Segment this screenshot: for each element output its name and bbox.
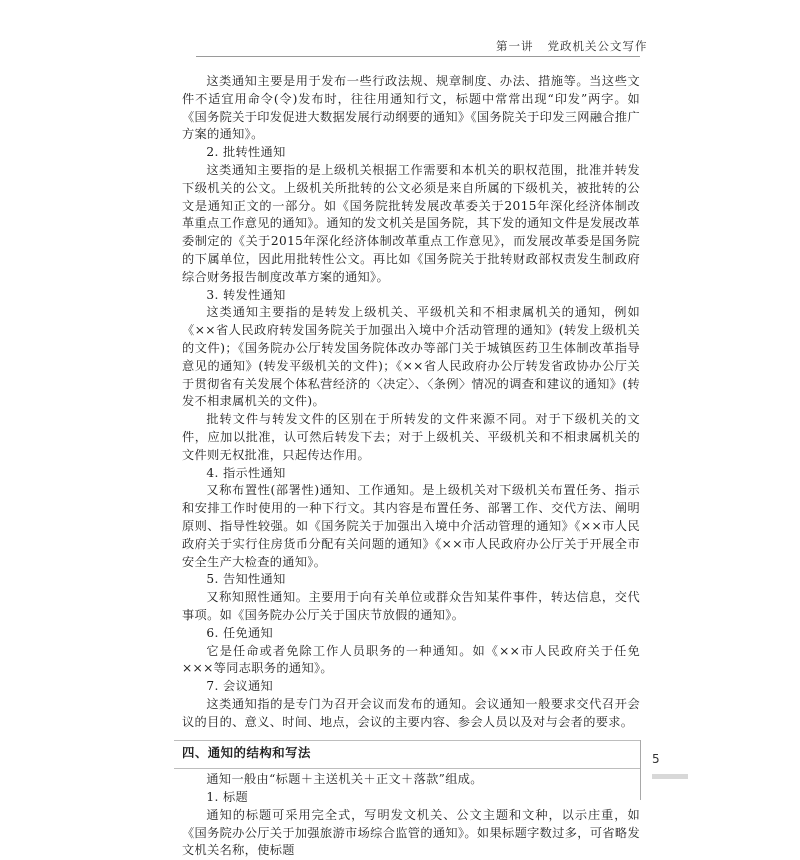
subheading: 1. 标题 [206, 790, 249, 805]
header-rule [196, 56, 640, 57]
paragraph: 通知一般由“标题＋主送机关＋正文＋落款”组成。 [206, 772, 483, 787]
paragraph: 通知的标题可采用完全式，写明发文机关、公文主题和文种，以示庄重，如《国务院办公厅关于加强旅游市场综合监管的通知》。如果标题字数过多，可省略发文机关名称，使标题 [182, 807, 640, 858]
running-header [496, 38, 648, 54]
page-corner-bar [652, 774, 688, 779]
page-body [182, 73, 640, 860]
paragraph: 又称布置性(部署性)通知、工作通知。是上级机关对下级机关布置任务、指示和安排工作时使用的一种下行文。其内容是布置任务、部署工作、交代方法、阐明原则、指导性较强。如《国务院关于加强出入境中介活动管理的通知》《××市人民政府关于实行住房货币分配有关问题的通知》《××市人民政府办公厅关于开展全市安全生产大检查的通知》。 [182, 483, 640, 569]
margin-rule [640, 740, 641, 800]
subheading: 7. 会议通知 [206, 679, 274, 694]
paragraph: 这类通知主要指的是转发上级机关、平级机关和不相隶属机关的通知，例如《××省人民政府转发国务院关于加强出入境中介活动管理的通知》(转发上级机关的文件)；《国务院办公厅转发国务院体改办等部门关于城镇医药卫生体制改革指导意见的通知》(转发平级机关的文件)；《××省人民政府办公厅转发省政协办公厅关于贯彻省有关发展个体私营经济的〈决定〉、〈条例〉情况的调查和建议的通知》(转发不相隶属机关的文件)。 [182, 305, 640, 409]
subheading: 5. 告知性通知 [206, 572, 286, 587]
paragraph: 批转文件与转发文件的区别在于所转发的文件来源不同。对于下级机关的文件，应加以批准，认可然后转发下去；对于上级机关、平级机关和不相隶属机关的文件则无权批准，只起传达作用。 [182, 412, 640, 462]
paragraph: 这类通知指的是专门为召开会议而发布的通知。会议通知一般要求交代召开会议的目的、意义、时间、地点，会议的主要内容、参会人员以及对与会者的要求。 [182, 696, 640, 729]
paragraph: 这类通知主要是用于发布一些行政法规、规章制度、办法、措施等。当这些文件不适宜用命令(令)发布时，往往用通知行文，标题中常常出现“印发”两字。如《国务院关于印发促进大数据发展行动纲要的通知》《国务院关于印发三网融合推广方案的通知》。 [182, 74, 640, 142]
header-title: 党政机关公文写作 [547, 39, 648, 53]
subheading: 4. 指示性通知 [206, 465, 286, 480]
paragraph: 这类通知主要指的是上级机关根据工作需要和本机关的职权范围，批准并转发下级机关的公文。上级机关所批转的公文必须是来自所属的下级机关，被批转的公文是通知正文的一部分。如《国务院批转发展改革委关于2015年深化经济体制改革重点工作意见的通知》。通知的发文机关是国务院，其下发的通知文件是发展改革委制定的《关于2015年深化经济体制改革重点工作意见》，而发展改革委是国务院的下属单位，因此用批转性公文。再比如《国务院关于批转财政部权责发生制政府综合财务报告制度改革方案的通知》。 [182, 162, 640, 284]
subheading: 2. 批转性通知 [206, 145, 286, 160]
page-number: 5 [652, 752, 660, 766]
subheading: 3. 转发性通知 [206, 287, 286, 302]
paragraph: 它是任命或者免除工作人员职务的一种通知。如《××市人民政府关于任免×××等同志职务的通知》。 [182, 643, 640, 676]
subheading: 6. 任免通知 [206, 625, 274, 640]
paragraph: 又称知照性通知。主要用于向有关单位或群众告知某件事件，转达信息，交代事项。如《国务院办公厅关于国庆节放假的通知》。 [182, 590, 640, 622]
section-heading: 四、通知的结构和写法 [174, 740, 640, 769]
header-chapter: 第一讲 [496, 39, 534, 53]
